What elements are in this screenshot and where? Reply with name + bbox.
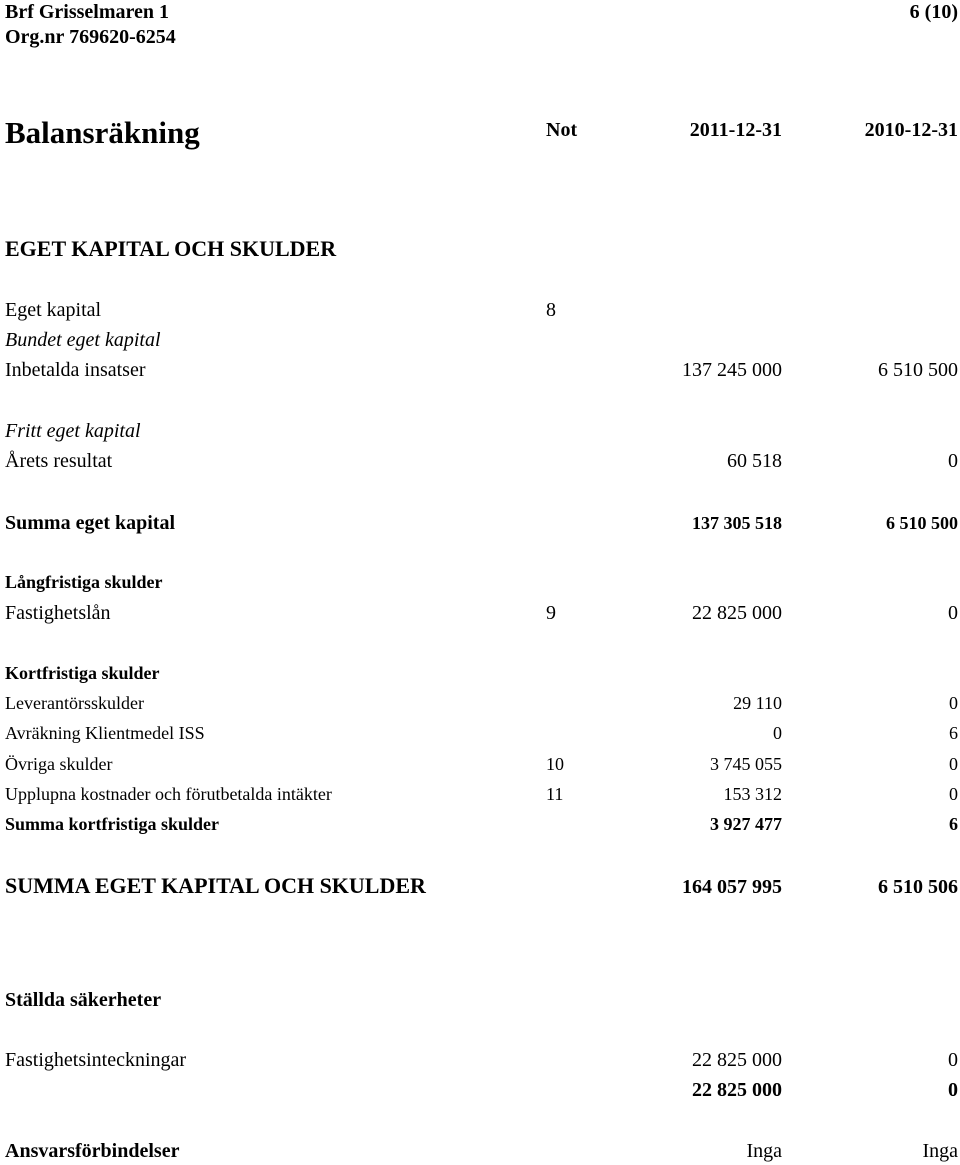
not-header: Not xyxy=(546,119,578,141)
clearing-2010: 6 xyxy=(949,723,958,743)
result-label: Årets resultat xyxy=(5,450,113,472)
grand-total-label: SUMMA EGET KAPITAL OCH SKULDER xyxy=(5,873,426,898)
pledged-total-2011: 22 825 000 xyxy=(692,1079,782,1101)
accrued-note: 11 xyxy=(546,784,564,804)
short-term-total-label: Summa kortfristiga skulder xyxy=(5,814,220,834)
free-equity-heading: Fritt eget kapital xyxy=(5,420,141,442)
property-loan-2011: 22 825 000 xyxy=(692,602,782,624)
equity-note: 8 xyxy=(546,299,556,321)
other-liabilities-2011: 3 745 055 xyxy=(710,754,782,774)
other-liabilities-note: 10 xyxy=(546,754,564,774)
short-term-heading: Kortfristiga skulder xyxy=(5,663,160,683)
pledged-heading: Ställda säkerheter xyxy=(5,989,162,1011)
mortgages-2011: 22 825 000 xyxy=(692,1049,782,1071)
clearing-2011: 0 xyxy=(773,723,782,743)
property-loan-note: 9 xyxy=(546,602,556,624)
short-term-total-2011: 3 927 477 xyxy=(710,814,782,834)
result-2011: 60 518 xyxy=(727,450,782,472)
property-loan-2010: 0 xyxy=(948,602,958,624)
accrued-2011: 153 312 xyxy=(723,784,782,804)
grand-total-2010: 6 510 506 xyxy=(878,876,958,898)
equity-total-2011: 137 305 518 xyxy=(692,513,782,533)
contingent-label: Ansvarsförbindelser xyxy=(5,1140,180,1162)
other-liabilities-2010: 0 xyxy=(949,754,958,774)
mortgages-2010: 0 xyxy=(948,1049,958,1071)
accrued-2010: 0 xyxy=(949,784,958,804)
page-number: 6 (10) xyxy=(909,1,958,23)
org-name: Brf Grisselmaren 1 xyxy=(5,1,170,23)
suppliers-label: Leverantörsskulder xyxy=(5,693,144,713)
restricted-equity-heading: Bundet eget kapital xyxy=(5,329,161,351)
page-title: Balansräkning xyxy=(5,115,200,150)
section-title: EGET KAPITAL OCH SKULDER xyxy=(5,236,337,261)
short-term-total-2010: 6 xyxy=(949,814,958,834)
equity-heading: Eget kapital xyxy=(5,299,102,321)
paid-in-label: Inbetalda insatser xyxy=(5,359,146,381)
contingent-2010: Inga xyxy=(922,1140,958,1162)
pledged-total-2010: 0 xyxy=(948,1079,958,1101)
mortgages-label: Fastighetsinteckningar xyxy=(5,1049,187,1071)
equity-total-label: Summa eget kapital xyxy=(5,512,175,534)
property-loan-label: Fastighetslån xyxy=(5,602,111,624)
grand-total-2011: 164 057 995 xyxy=(682,876,782,898)
other-liabilities-label: Övriga skulder xyxy=(5,754,113,774)
suppliers-2011: 29 110 xyxy=(733,693,782,713)
long-term-heading: Långfristiga skulder xyxy=(5,572,163,592)
clearing-label: Avräkning Klientmedel ISS xyxy=(5,723,205,743)
org-number: Org.nr 769620-6254 xyxy=(5,26,176,48)
col-2011-header: 2011-12-31 xyxy=(689,119,782,141)
paid-in-2010: 6 510 500 xyxy=(878,359,958,381)
contingent-2011: Inga xyxy=(746,1140,782,1162)
suppliers-2010: 0 xyxy=(949,693,958,713)
col-2010-header: 2010-12-31 xyxy=(864,119,958,141)
paid-in-2011: 137 245 000 xyxy=(682,359,782,381)
equity-total-2010: 6 510 500 xyxy=(886,513,958,533)
accrued-label: Upplupna kostnader och förutbetalda intäkter xyxy=(5,784,332,804)
result-2010: 0 xyxy=(948,450,958,472)
